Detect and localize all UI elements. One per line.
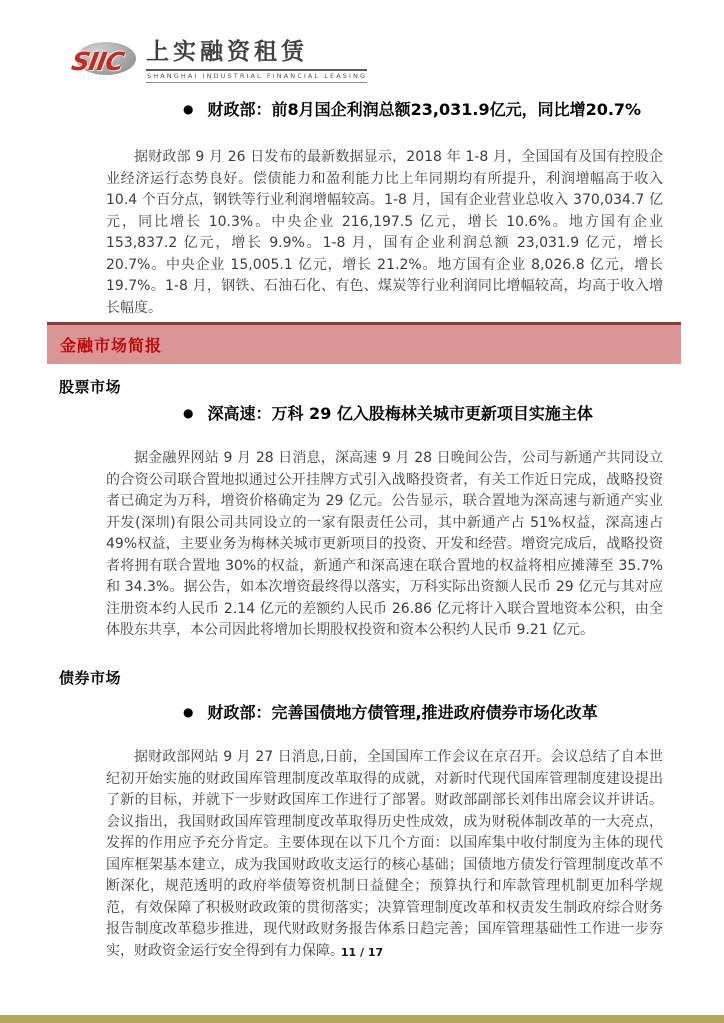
bullet-icon: ●	[183, 101, 194, 116]
news-body-shenzhen-expressway: 据金融界网站 9 月 28 日消息，深高速 9 月 28 日晚间公告，公司与新通产共同设立的合资公司联合置地拟通过公开挂牌方式引入战略投资者，有关工作近日完成，战略投资者已确定为万科，增资价格确定为 29 亿元。公告显示，联合置地为深高速与新通产实业开发(深圳)有限公司共同设立的一家有限责任公司，其中新通产占 51%权益，深高速占 49%权益，主要业务为梅林关城市更新项目的投资、开发和经营。增资完成后，战略投资者将拥有联合置地 30%的权益，新通产和深高速在联合置地的权益将相应摊薄至 35.7%和 34.3%。据公告，如本次增资最终得以落实，万科实际出资额人民币 29 亿元与其对应注册资本约人民币 2.14 亿元的差额约人民币 26.86 亿元将计入联合置地资本公积，由全体股东共享，本公司因此将增加长期股权投资和资本公积约人民币 9.21 亿元。	[106, 450, 663, 638]
subsection-bond-market: 债券市场	[59, 669, 122, 687]
footer-accent-bar	[0, 1015, 724, 1023]
news-headline-shenzhen-expressway	[183, 401, 663, 424]
news-headline-mof-soe-profit	[183, 97, 663, 120]
subsection-stock-market: 股票市场	[59, 378, 122, 396]
logo-wordmark	[146, 39, 367, 83]
siic-abbr: SIIC	[69, 47, 126, 76]
news-headline-treasury-reform	[183, 700, 663, 723]
section-banner-label: 金融市场简报	[60, 336, 163, 355]
bullet-icon: ●	[183, 704, 194, 719]
bullet-icon: ●	[183, 405, 194, 420]
headline-text: 财政部：完善国债地方债管理,推进政府债券市场化改革	[207, 703, 598, 722]
section-banner-financial-markets	[47, 322, 681, 364]
logo-name-english: SHANGHAI INDUSTRIAL FINANCIAL LEASING	[146, 71, 367, 83]
news-body-treasury-reform: 据财政部网站 9 月 27 日消息,日前，全国国库工作会议在京召开。会议总结了自本世纪初开始实施的财政国库管理制度改革取得的成就，对新时代现代国库管理制度建设提出了新的目标，并就下一步财政国库工作进行了部署。财政部副部长刘伟出席会议并讲话。会议指出，我国财政国库管理制度改革取得历史性成效，成为财税体制改革的一大亮点，发挥的作用应予充分肯定。主要体现在以下几个方面：以国库集中收付制度为主体的现代国库框架基本建立，成为我国财政收支运行的核心基础；国债地方债发行管理制度改革不断深化，规范透明的政府举债筹资机制日益健全；预算执行和库款管理机制更加科学规范，有效保障了积极财政政策的贯彻落实；决算管理制度改革和权责发生制政府综合财务报告制度改革稳步推进，现代财政财务报告体系日趋完善；国库管理基础性工作进一步夯实，财政资金运行安全得到有力保障。	[106, 749, 663, 959]
page-number: 11 / 17	[340, 946, 384, 959]
logo-name-chinese: 上实融资租赁	[146, 39, 367, 71]
news-body-mof-soe-profit: 据财政部 9 月 26 日发布的最新数据显示，2018 年 1-8 月，全国国有及国有控股企业经济运行态势良好。偿债能力和盈利能力比上年同期均有所提升，利润增幅高于收入 10.4 个百分点，钢铁等行业利润增幅较高。1-8 月，国有企业营业总收入 370,034.7 亿元，同比增长 10.3%。中央企业 216,197.5 亿元，增长 10.6%。地方国有企业 153,837.2 亿元，增长 9.9%。1-8 月，国有企业利润总额 23,031.9 亿元，增长 20.7%。中央企业 15,005.1 亿元，增长 21.2%。地方国有企业 8,026.8 亿元，增长 19.7%。1-8 月，钢铁、石油石化、有色、煤炭等行业利润同比增幅较高，均高于收入增长幅度。	[106, 149, 663, 316]
siic-globe-icon	[69, 38, 142, 82]
headline-text: 财政部：前8月国企利润总额23,031.9亿元，同比增20.7%	[207, 100, 642, 119]
company-logo	[69, 38, 368, 83]
headline-text: 深高速：万科 29 亿入股梅林关城市更新项目实施主体	[207, 404, 593, 423]
